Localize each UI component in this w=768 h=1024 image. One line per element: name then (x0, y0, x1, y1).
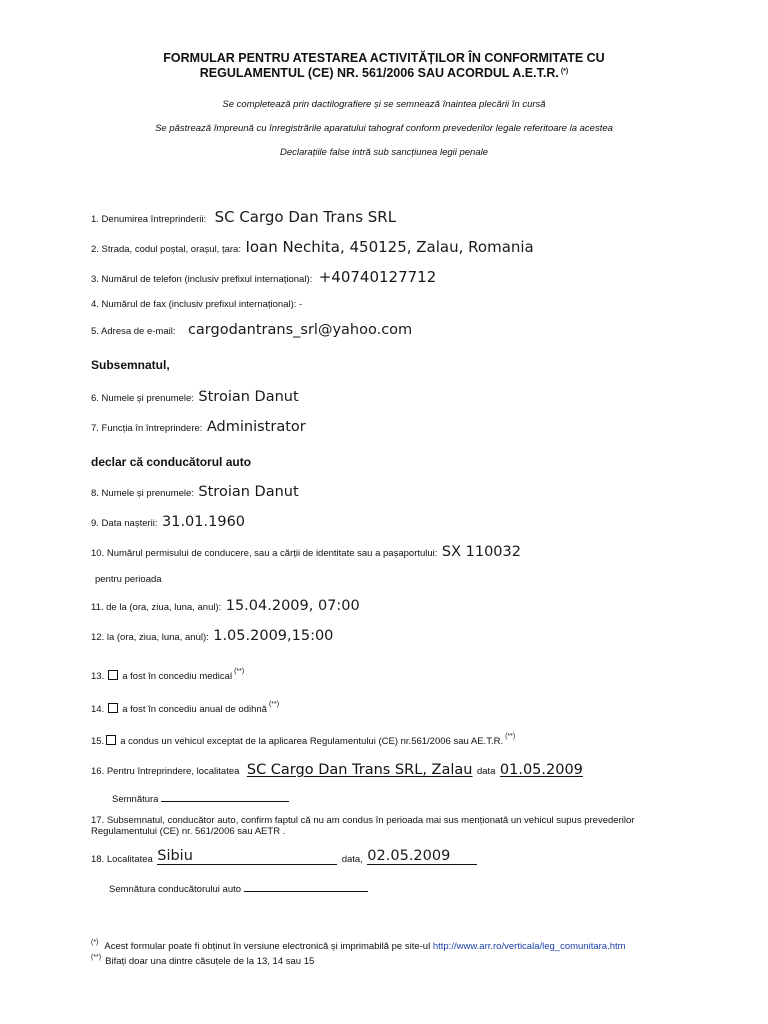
option-number: 15. (91, 736, 105, 747)
phone-value[interactable]: +40740127712 (318, 268, 437, 286)
footnote-link[interactable]: http://www.arr.ro/verticala/leg_comunitara.htm (432, 941, 626, 952)
footnote-text: Acest formular poate fi obținut în versiune electronică și imprimabilă pe site-ul (104, 941, 431, 952)
note-false-declarations: Declarațiile false intră sub sancțiunea legii penale (279, 147, 489, 158)
driver-signature (109, 881, 368, 895)
form-title-line2 (0, 66, 768, 81)
option-exempt-vehicle (91, 735, 515, 747)
heading-undersigned: Subsemnatul, (91, 358, 170, 372)
title-footnote-mark: (*) (560, 68, 569, 75)
function-value[interactable]: Administrator (206, 419, 306, 435)
date-label: data, (341, 854, 363, 865)
company-date-value[interactable]: 01.05.2009 (499, 762, 583, 778)
field-label: 6. Numele și prenumele: (91, 393, 194, 404)
signature-label: Semnătura (112, 794, 159, 805)
option-number: 14. (91, 704, 105, 715)
driver-signature-line[interactable] (244, 881, 368, 892)
field-label: 8. Numele și prenumele: (91, 488, 194, 499)
label-period: pentru perioada (95, 574, 162, 585)
field-fax: 4. Numărul de fax (inclusiv prefixul internațional): - (91, 299, 303, 310)
company-signature-line[interactable] (161, 791, 289, 802)
field-signer-name (91, 388, 299, 406)
note-storage: Se păstrează împreună cu înregistrările aparatului tahograf conform prevederilor legale referitoare la acestea (155, 123, 613, 134)
field-label: 1. Denumirea întreprinderii: (91, 214, 207, 225)
field-birth-date (91, 513, 245, 531)
field-company-name (91, 208, 396, 227)
field-label: 7. Funcția în întreprindere: (91, 423, 203, 434)
footnote-2 (91, 956, 314, 967)
footnote-mark: (*) (91, 939, 99, 946)
birth-date-value[interactable]: 31.01.1960 (162, 514, 246, 530)
field-phone (91, 268, 436, 287)
footnote-mark: (**) (234, 668, 245, 675)
driver-confirmation-line2: Regulamentului (CE) nr. 561/2006 sau AETR . (91, 826, 286, 837)
license-number-value[interactable]: SX 110032 (441, 544, 521, 560)
driver-date-value: 02.05.2009 (367, 848, 451, 864)
form-title-line1: FORMULAR PENTRU ATESTAREA ACTIVITĂȚILOR ÎN CONFORMITATE CU (163, 51, 605, 65)
address-value[interactable]: Ioan Nechita, 450125, Zalau, Romania (245, 238, 534, 256)
field-label: 11. de la (ora, ziua, luna, anul): (91, 602, 222, 613)
exempt-vehicle-checkbox[interactable] (106, 735, 116, 745)
option-text: a fost în concediu medical (122, 671, 233, 682)
option-number: 13. (91, 671, 105, 682)
field-driver-location (91, 849, 477, 867)
driver-location-line[interactable] (157, 849, 337, 865)
footnote-mark: (**) (505, 733, 516, 740)
field-label: 5. Adresa de e-mail: (91, 326, 176, 337)
driver-location-value: Sibiu (157, 848, 193, 864)
field-email (91, 321, 412, 339)
company-signature (112, 791, 289, 805)
footnote-1 (91, 941, 626, 952)
field-label: 18. Localitatea (91, 854, 153, 865)
driver-date-line[interactable] (367, 849, 477, 865)
date-label: data (476, 766, 496, 777)
field-period-to (91, 627, 333, 645)
medical-leave-checkbox[interactable] (108, 670, 118, 680)
footnote-text: Bifați doar una dintre căsuțele de la 13, 14 sau 15 (105, 956, 315, 967)
driver-name-value[interactable]: Stroian Danut (198, 484, 299, 500)
footnote-mark: (**) (268, 701, 280, 708)
period-from-value[interactable]: 15.04.2009, 07:00 (225, 598, 360, 614)
field-address (91, 238, 534, 257)
company-location-value[interactable]: SC Cargo Dan Trans SRL, Zalau (246, 762, 473, 778)
field-label: 10. Numărul permisului de conducere, sau a cărții de identitate sau a pașaportului: (91, 548, 438, 559)
period-to-value[interactable]: 1.05.2009,15:00 (213, 628, 334, 644)
field-label: 2. Strada, codul poștal, orașul, țara: (91, 244, 241, 255)
option-medical-leave (91, 670, 244, 682)
field-license-number (91, 543, 521, 561)
option-annual-leave (91, 703, 279, 715)
company-name-value[interactable]: SC Cargo Dan Trans SRL (214, 208, 397, 226)
option-text: a condus un vehicul exceptat de la aplicarea Regulamentului (CE) nr.561/2006 sau AE.T.R. (120, 736, 504, 747)
field-label: 3. Numărul de telefon (inclusiv prefixul internațional): (91, 274, 313, 285)
heading-declaration: declar că conducătorul auto (91, 455, 252, 469)
driver-confirmation-line1: 17. Subsemnatul, conducător auto, confirm faptul că nu am condus în perioada mai sus menționată un vehicul supus prevederilor (91, 815, 635, 826)
field-period-from (91, 597, 360, 615)
signer-name-value[interactable]: Stroian Danut (198, 389, 299, 405)
option-text: a fost în concediu anual de odihnă (122, 704, 267, 715)
field-driver-name (91, 483, 299, 501)
field-label: 12. la (ora, ziua, luna, anul): (91, 632, 209, 643)
form-title-text: REGULAMENTUL (CE) NR. 561/2006 SAU ACORDUL A.E.T.R. (199, 66, 559, 80)
annual-leave-checkbox[interactable] (108, 703, 118, 713)
field-label: 16. Pentru întreprindere, localitatea (91, 766, 240, 777)
email-value[interactable]: cargodantrans_srl@yahoo.com (187, 322, 413, 338)
field-company-location (91, 761, 583, 779)
footnote-mark: (**) (91, 954, 102, 961)
signature-label: Semnătura conducătorului auto (109, 884, 242, 895)
note-fill-instructions: Se completează prin dactilografiere și se semnează înaintea plecării în cursă (222, 99, 546, 110)
field-function (91, 418, 306, 436)
field-label: 9. Data nașterii: (91, 518, 158, 529)
